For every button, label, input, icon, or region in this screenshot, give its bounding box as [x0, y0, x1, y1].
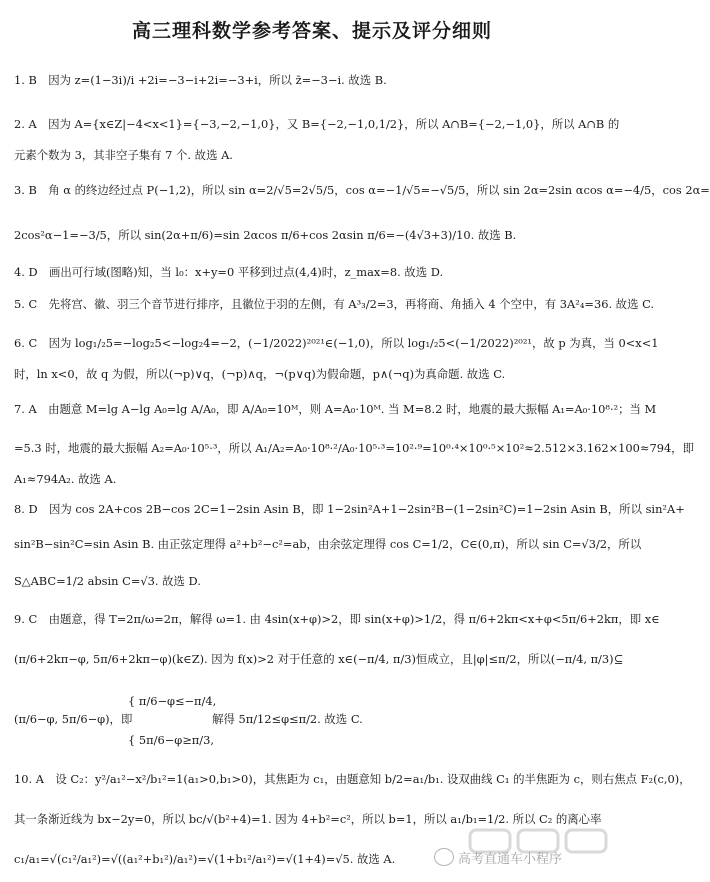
answer-3-line-1: 3. B 角 α 的终边经过点 P(−1,2)，所以 sin α=2/√5=2√5/5，cos α=−1/√5=−√5/5，所以 sin 2α=2sin αcos α=−4/5，cos 2α= — [14, 183, 710, 197]
watermark-text: 高考直通车小程序 — [458, 852, 563, 867]
answer-2-line-2: 元素个数为 3，其非空子集有 7 个. 故选 A. — [14, 148, 233, 162]
answer-7-line-1: 7. A 由题意 M=lg A−lg A₀=lg A/A₀，即 A/A₀=10ᴹ，则 A=A₀·10ᴹ. 当 M=8.2 时，地震的最大振幅 A₁=A₀·10⁸·²；当 M — [14, 402, 657, 416]
answer-4-line: 4. D 画出可行域(图略)知，当 l₀：x+y=0 平移到过点(4,4)时，z_max=8. 故选 D. — [14, 265, 444, 279]
answer-1-line: 1. B 因为 z=(1−3i)/i +2i=−3−i+2i=−3+i，所以 z̄=−3−i. 故选 B. — [14, 73, 387, 87]
answer-6-line-1: 6. C 因为 log₁/₂5=−log₂5<−log₂4=−2，(−1/2022)²⁰²¹∈(−1,0)，所以 log₁/₂5<(−1/2022)²⁰²¹，故 p 为真，当 0<x<1 — [14, 336, 659, 350]
answer-10-line-1: 10. A 设 C₂：y²/a₁²−x²/b₁²=1(a₁>0,b₁>0)，其焦距为 c₁，由题意知 b/2=a₁/b₁. 设双曲线 C₁ 的半焦距为 c，则右焦点 F₂(c,0)， — [14, 772, 691, 786]
answer-9-line-2: (π/6+2kπ−φ, 5π/6+2kπ−φ)(k∈Z). 因为 f(x)>2 对于任意的 x∈(−π/4, π/3)恒成立，且|φ|≤π/2，所以(−π/4, π/3)⊆ — [14, 652, 624, 666]
answer-8-line-1: 8. D 因为 cos 2A+cos 2B−cos 2C=1−2sin Asin B，即 1−2sin²A+1−2sin²B−(1−2sin²C)=1−2sin Asin B，所以 sin²A+ — [14, 502, 685, 516]
answer-9-line-1: 9. C 由题意，得 T=2π/ω=2π，解得 ω=1. 由 4sin(x+φ)>2，即 sin(x+φ)>1/2，得 π/6+2kπ<x+φ<5π/6+2kπ，即 x∈ — [14, 612, 660, 626]
answer-7-line-2: =5.3 时，地震的最大振幅 A₂=A₀·10⁵·³，所以 A₁/A₂=A₀·10⁸·²/A₀·10⁵·³=10²·⁹=10⁰·⁴×10⁰·⁵×10²≈2.512×3.162×100≈794，即 — [14, 441, 694, 455]
answer-2-line-1: 2. A 因为 A={x∈Z|−4<x<1}={−3,−2,−1,0}，又 B={−2,−1,0,1/2}，所以 A∩B={−2,−1,0}，所以 A∩B 的 — [14, 117, 620, 131]
watermark — [428, 826, 618, 878]
answer-3-line-2: 2cos²α−1=−3/5，所以 sin(2α+π/6)=sin 2αcos π/6+cos 2αsin π/6=−(4√3+3)/10. 故选 B. — [14, 228, 517, 242]
wechat-icon — [434, 848, 454, 866]
answer-6-line-2: 时，ln x<0，故 q 为假，所以(¬p)∨q，(¬p)∧q，¬(p∨q)为假命题，p∧(¬q)为真命题. 故选 C. — [14, 367, 506, 381]
answer-7-line-3: A₁≈794A₂. 故选 A. — [14, 472, 117, 486]
answer-5-line: 5. C 先将宫、徽、羽三个音节进行排序，且徽位于羽的左侧，有 A³₃/2=3，再将商、角插入 4 个空中，有 3A²₄=36. 故选 C. — [14, 297, 655, 311]
answer-9-system-row-2: { 5π/6−φ≥π/3, — [128, 733, 214, 747]
page-title: 高三理科数学参考答案、提示及评分细则 — [131, 20, 492, 42]
answer-8-line-3: S△ABC=1/2 absin C=√3. 故选 D. — [14, 574, 201, 588]
answer-9-system-row-1: { π/6−φ≤−π/4, — [128, 694, 217, 708]
answer-8-line-2: sin²B−sin²C=sin Asin B. 由正弦定理得 a²+b²−c²=ab，由余弦定理得 cos C=1/2，C∈(0,π)，所以 sin C=√3/2，所以 — [14, 537, 642, 551]
answer-9-line-3: (π/6−φ, 5π/6−φ)，即 解得 5π/12≤φ≤π/2. 故选 C. — [14, 712, 363, 726]
answer-10-line-3: c₁/a₁=√(c₁²/a₁²)=√((a₁²+b₁²)/a₁²)=√(1+b₁²/a₁²)=√(1+4)=√5. 故选 A. — [14, 852, 396, 866]
answer-10-line-2: 其一条渐近线为 bx−2y=0，所以 bc/√(b²+4)=1. 因为 4+b²=c²，所以 b=1，所以 a₁/b₁=1/2. 所以 C₂ 的离心率 — [14, 812, 602, 826]
